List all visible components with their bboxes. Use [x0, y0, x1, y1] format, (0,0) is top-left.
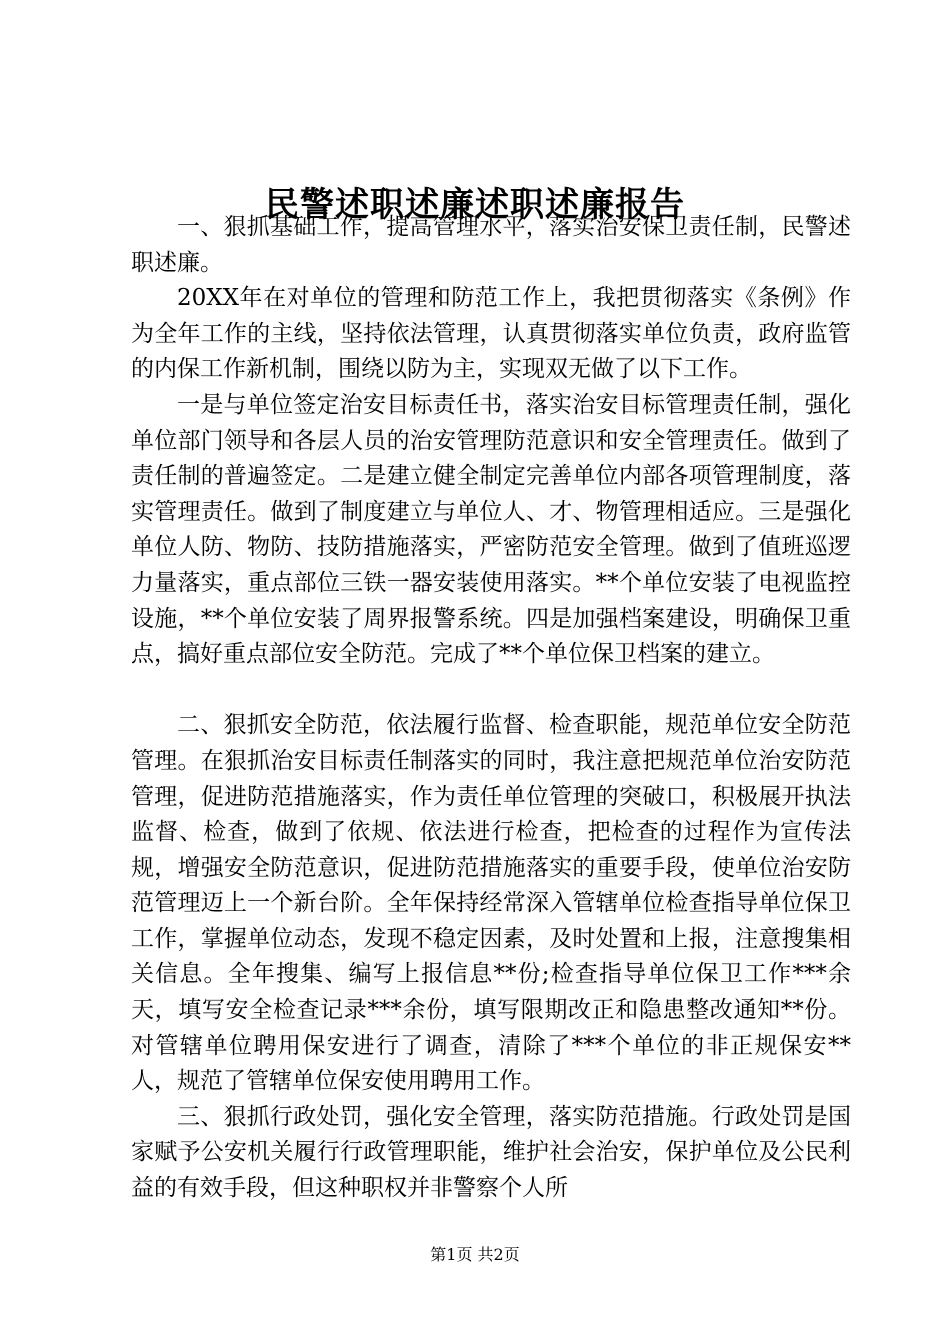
document-body: [131, 210, 851, 1207]
document-title: 民警述职述廉述职述廉报告: [265, 185, 685, 225]
page-number-footer: 第1页 共2页: [430, 1245, 520, 1264]
paragraph-section-3: 三、狠抓行政处罚，强化安全管理，落实防范措施。行政处罚是国家赋予公安机关履行行政管理职能，维护社会治安，保护单位及公民利益的有效手段，但这种职权并非警察个人所: [131, 1103, 851, 1202]
paragraph-section-1: 一、狠抓基础工作，提高管理水平，落实治安保卫责任制，民警述职述廉。: [131, 214, 851, 276]
paragraph-intro: 20XX年在对单位的管理和防范工作上，我把贯彻落实《条例》作为全年工作的主线，坚持依法管理，认真贯彻落实单位负责，政府监管的内保工作新机制，围绕以防为主，实现双无做了以下工作。: [131, 285, 851, 383]
paragraph-measures: 一是与单位签定治安目标责任书，落实治安目标管理责任制，强化单位部门领导和各层人员的治安管理防范意识和安全管理责任。做到了责任制的普遍签定。二是建立健全制定完善单位内部各项管理制度，落实管理责任。做到了制度建立与单位人、才、物管理相适应。三是强化单位人防、物防、技防措施落实，严密防范安全管理。做到了值班巡逻力量落实，重点部位三铁一器安装使用落实。**个单位安装了电视监控设施，**个单位安装了周界报警系统。四是加强档案建设，明确保卫重点，搞好重点部位安全防范。完成了**个单位保卫档案的建立。: [131, 391, 851, 668]
paragraph-section-2: 二、狠抓安全防范，依法履行监督、检查职能，规范单位安全防范管理。在狠抓治安目标责任制落实的同时，我注意把规范单位治安防范管理，促进防范措施落实，作为责任单位管理的突破口，积极展开执法监督、检查，做到了依规、依法进行检查，把检查的过程作为宣传法规，增强安全防范意识，促进防范措施落实的重要手段，使单位治安防范管理迈上一个新台阶。全年保持经常深入管辖单位检查指导单位保卫工作，掌握单位动态，发现不稳定因素，及时处置和上报，注意搜集相关信息。全年搜集、编写上报信息**份;检查指导单位保卫工作***余天，填写安全检查记录***余份，填写限期改正和隐患整改通知**份。对管辖单位聘用保安进行了调查，清除了***个单位的非正规保安**人，规范了管辖单位保安使用聘用工作。: [131, 712, 852, 1095]
